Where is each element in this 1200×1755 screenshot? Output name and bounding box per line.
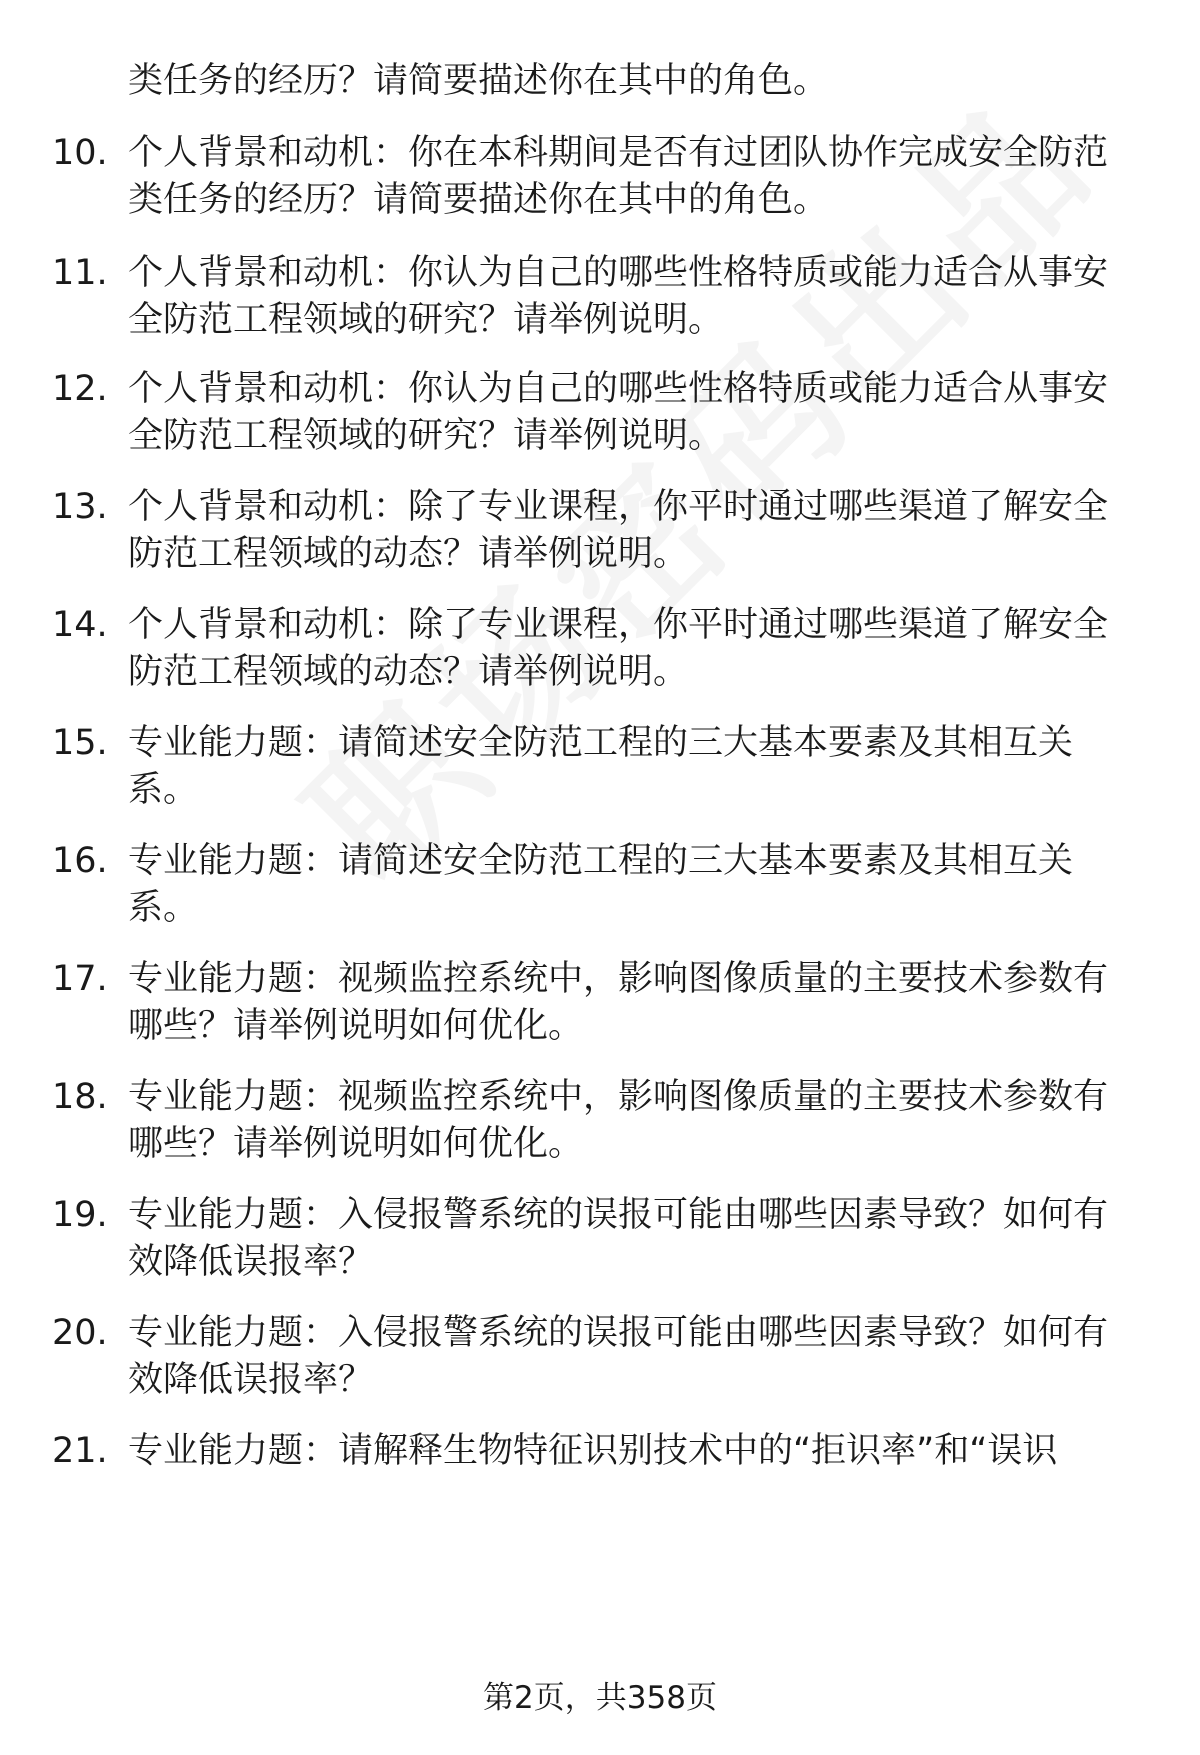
question-text: 专业能力题：入侵报警系统的误报可能由哪些因素导致？如何有效降低误报率？ bbox=[128, 1195, 1109, 1282]
question-text: 专业能力题：入侵报警系统的误报可能由哪些因素导致？如何有效降低误报率？ bbox=[128, 1313, 1109, 1400]
page-footer: 第2页，共358页 bbox=[483, 1680, 717, 1716]
question-text: 专业能力题：请解释生物特征识别技术中的“拒识率”和“误识 bbox=[128, 1431, 1058, 1471]
question-number: 20. bbox=[52, 1313, 108, 1353]
question-number: 16. bbox=[52, 841, 108, 881]
question-number: 10. bbox=[52, 133, 108, 173]
question-text: 专业能力题：请简述安全防范工程的三大基本要素及其相互关系。 bbox=[128, 723, 1074, 810]
question-text: 个人背景和动机：你认为自己的哪些性格特质或能力适合从事安全防范工程领域的研究？请举例说明。 bbox=[128, 369, 1109, 456]
question-text: 个人背景和动机：除了专业课程，你平时通过哪些渠道了解安全防范工程领域的动态？请举例说明。 bbox=[128, 605, 1109, 692]
question-text: 专业能力题：请简述安全防范工程的三大基本要素及其相互关系。 bbox=[128, 841, 1074, 928]
question-number: 12. bbox=[52, 369, 108, 409]
question-text: 个人背景和动机：你在本科期间是否有过团队协作完成安全防范类任务的经历？请简要描述你在其中的角色。 bbox=[128, 133, 1109, 220]
question-text: 个人背景和动机：你认为自己的哪些性格特质或能力适合从事安全防范工程领域的研究？请举例说明。 bbox=[128, 253, 1109, 340]
question-text: 个人背景和动机：除了专业课程，你平时通过哪些渠道了解安全防范工程领域的动态？请举例说明。 bbox=[128, 487, 1109, 574]
question-number: 21. bbox=[52, 1431, 108, 1471]
question-number: 18. bbox=[52, 1077, 108, 1117]
question-number: 17. bbox=[52, 959, 108, 999]
continued-text: 类任务的经历？请简要描述你在其中的角色。 bbox=[128, 61, 829, 101]
question-number: 13. bbox=[52, 487, 108, 527]
question-text: 专业能力题：视频监控系统中，影响图像质量的主要技术参数有哪些？请举例说明如何优化。 bbox=[128, 1077, 1109, 1164]
question-number: 14. bbox=[52, 605, 108, 645]
question-text: 专业能力题：视频监控系统中，影响图像质量的主要技术参数有哪些？请举例说明如何优化。 bbox=[128, 959, 1109, 1046]
question-number: 11. bbox=[52, 253, 108, 293]
question-number: 15. bbox=[52, 723, 108, 763]
question-number: 19. bbox=[52, 1195, 108, 1235]
